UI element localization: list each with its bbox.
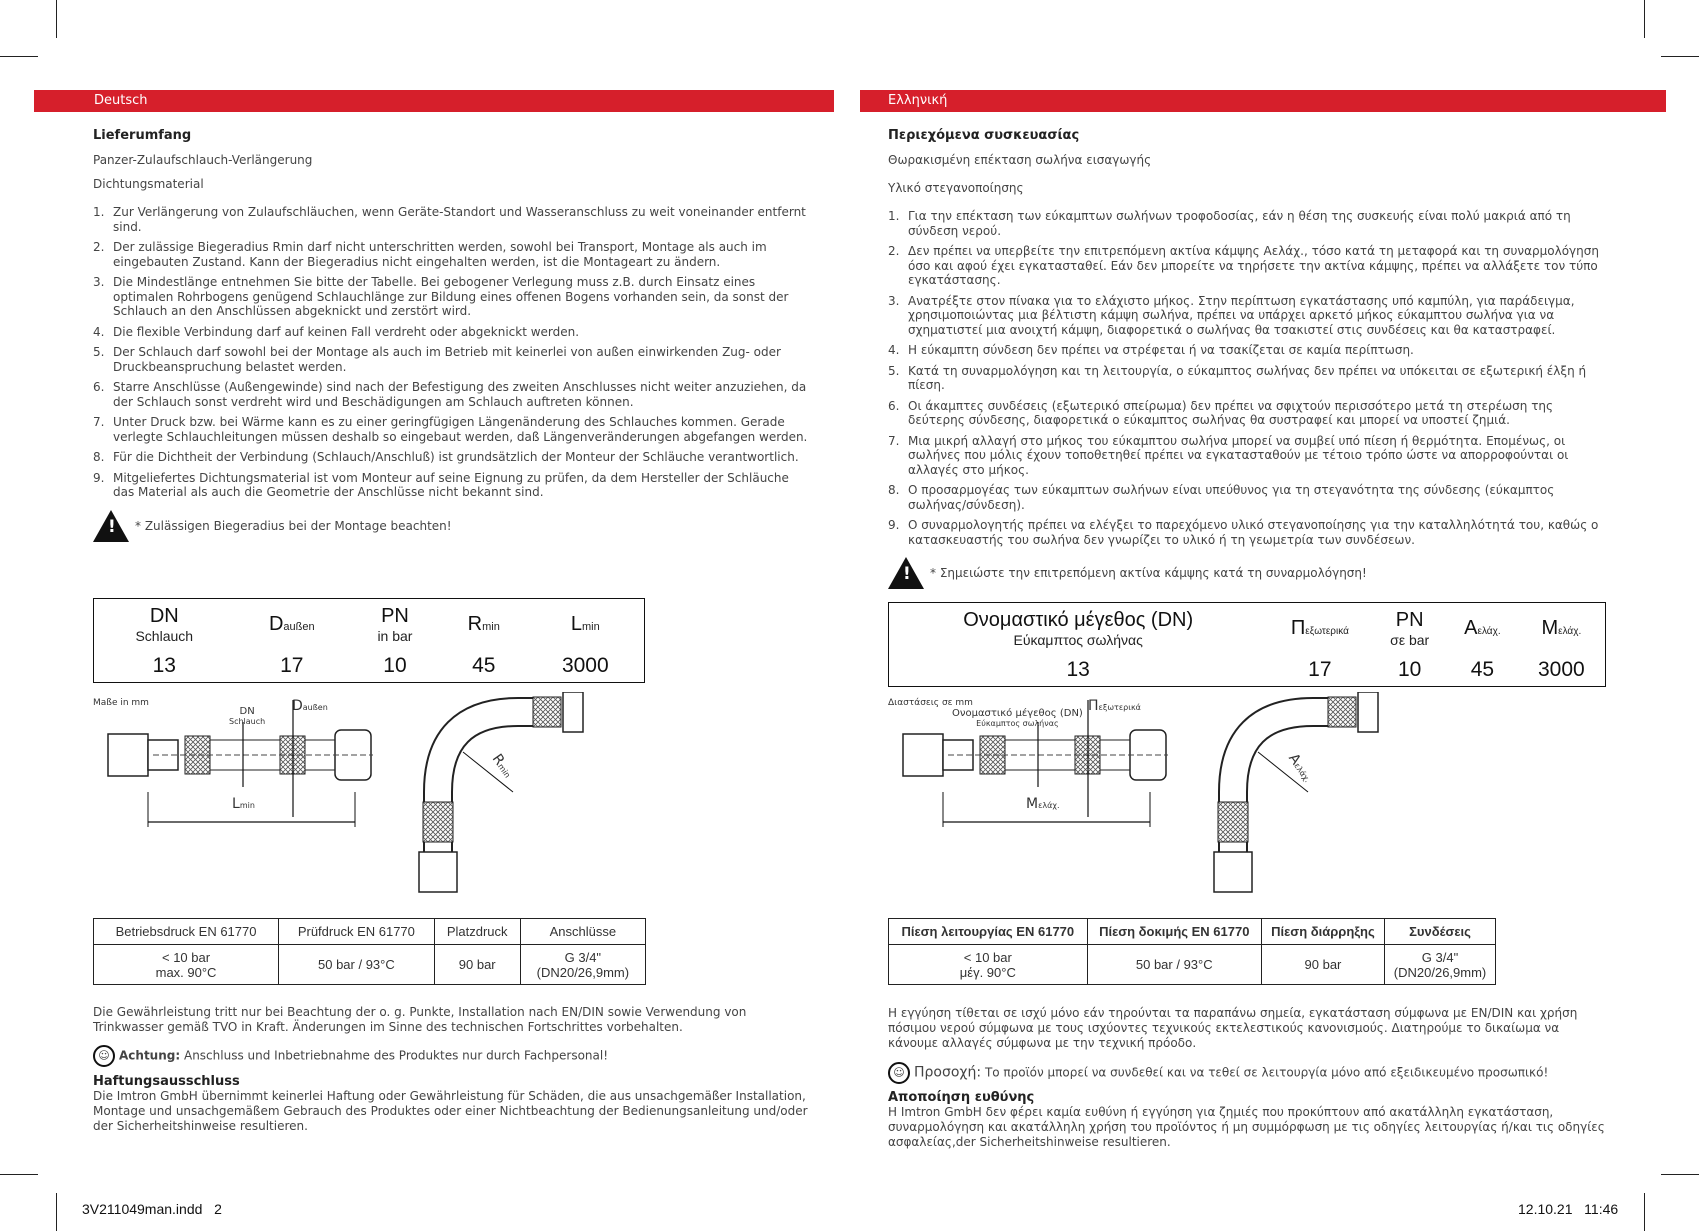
list-item: 7. Unter Druck bzw. bei Wärme kann es zu einer geringfügigen Längenänderung des Schlauches kommen. Gerade verlegte Schlauchleitungen müssen deshalb so eingebaut werden, daß Längenveränderungen abgefangen werden.: [93, 415, 808, 444]
liability-section: [93, 1074, 813, 1134]
scope-item: Panzer-Zulaufschlauch-Verlängerung: [93, 153, 313, 167]
table-cell: < 10 bar μέγ. 90°C: [889, 945, 1088, 985]
list-item: 4. Η εύκαμπτη σύνδεση δεν πρέπει να στρέφεται ή να τσακίζεται σε καμία περίπτωση.: [888, 343, 1414, 357]
dims-label: Διαστάσεις σε mm: [888, 698, 973, 708]
footer-timestamp: 12.10.21 11:46: [1518, 1201, 1619, 1217]
attention-note: [888, 1062, 1608, 1084]
diagram-l-sub: ελάχ.: [1038, 801, 1060, 810]
pressure-table: [888, 918, 1496, 985]
attention-label: Προσοχή:: [914, 1064, 982, 1081]
guarantee-text: Η εγγύηση τίθεται σε ισχύ μόνο εάν τηρούνται τα παραπάνω σημεία, εγκατάσταση σύμφωνα με EN/DIN και χρήση πόσιμου νερού σύμφωνα με τους ισχύοντες τεχνικούς εκτελεστικούς κανονισμούς. Διατηρούμε το δικαίωμα να κάνουμε αλλαγές σύμφωνα με την τεχνική πρόοδο.: [888, 1006, 1578, 1050]
dims-label: Maße in mm: [93, 698, 149, 708]
spec-subtitle: Εύκαμπτος σωλήνας: [1013, 631, 1143, 648]
table-header: Betriebsdruck EN 61770: [94, 919, 279, 945]
pressure-table: [93, 918, 646, 985]
language-label: Deutsch: [94, 93, 148, 108]
spec-value: 3000: [561, 653, 609, 677]
hose-diagram: [93, 692, 693, 912]
table-header: Prüfdruck EN 61770: [279, 919, 435, 945]
diagram-r-symbol: R: [488, 751, 508, 769]
spec-value: 17: [280, 653, 304, 677]
list-item: 5. Der Schlauch darf sowohl bei der Montage als auch im Betrieb mit keinerlei von außen einwirkenden Zug- oder Druckbeanspruchung belastet werden.: [93, 345, 781, 374]
warning-text: * Σημειώστε την επιτρεπόμενη ακτίνα κάμψης κατά τη συναρμολόγηση!: [930, 566, 1367, 580]
diagram-l-symbol: Μ: [1026, 796, 1039, 812]
diagram-label-d: [1088, 698, 1141, 714]
spec-subscript: außen: [283, 620, 315, 633]
list-item: 5. Κατά τη συναρμολόγηση και τη λειτουργία, ο εύκαμπτος σωλήνας δεν πρέπει να υπόκειται σε εξωτερική έλξη ή πίεση.: [888, 363, 1587, 392]
spec-symbol: R: [467, 612, 483, 635]
crop-mark: [1644, 0, 1645, 38]
diagram-d-symbol: D: [292, 698, 303, 714]
spec-table: [888, 602, 1606, 687]
attention-note: [93, 1045, 813, 1067]
list-item: 2. Der zulässige Biegeradius Rmin darf nicht unterschritten werden, sowohl bei Transport, Montage als auch im eingebauten Zustand. Kann der Biegeradius nicht eingehalten werden, ist die Montageart zu ändern.: [93, 240, 767, 269]
spec-symbol: Μ: [1541, 616, 1559, 639]
spec-value: 13: [1066, 657, 1090, 681]
instruction-list: [888, 209, 1608, 547]
spec-symbol: Π: [1290, 616, 1306, 639]
spec-subscript: εξωτερικά: [1305, 625, 1349, 637]
liability-section: [888, 1090, 1608, 1150]
technician-icon: ☺: [888, 1062, 910, 1084]
diagram-l-sub: min: [239, 801, 255, 810]
liability-title: Haftungsausschluss: [93, 1074, 240, 1089]
list-item: 8. Für die Dichtheit der Verbindung (Schlauch/Anschluß) ist grundsätzlich der Monteur der Schläuche verantwortlich.: [93, 450, 799, 464]
scope-item: Υλικό στεγανοποίησης: [888, 181, 1024, 195]
list-item: 8. Ο προσαρμογέας των εύκαμπτων σωλήνων είναι υπεύθυνος για τη στεγανότητα της σύνδεσης (εύκαμπτος σωλήνας/σύνδεση).: [888, 483, 1555, 512]
spec-symbol: Α: [1464, 616, 1478, 639]
table-cell: G 3/4" (DN20/26,9mm): [520, 945, 645, 985]
spec-subscript: ελάχ.: [1477, 625, 1501, 637]
diagram-dn-text: Ονομαστικό μέγεθος (DN): [952, 708, 1083, 719]
spec-value: 17: [1308, 657, 1332, 681]
list-item: 4. Die flexible Verbindung darf auf keinen Fall verdreht oder abgeknickt werden.: [93, 324, 580, 339]
liability-text: Die Imtron GmbH übernimmt keinerlei Haftung oder Gewährleistung für Schäden, die aus unsachgemäßer Installation, Montage und unsachgemäßem Gebrauch des Produktes oder einer Nichtbeachtung der Bedienungsanleitung und/oder der Sicherheitshinweise resultieren.: [93, 1089, 808, 1133]
crop-mark: [56, 0, 57, 38]
table-header: Platzdruck: [434, 919, 520, 945]
list-item: 6. Οι άκαμπτες συνδέσεις (εξωτερικό σπείρωμα) δεν πρέπει να σφιχτούν περισσότερο μετά τη στερέωση της δεύτερης σύνδεσης, διαφορετικά ο εύκαμπτος σωλήνας θα συστραφεί και μπορεί να υποστεί ζημιά.: [888, 398, 1554, 427]
crop-mark: [0, 56, 38, 57]
table-cell: 90 bar: [1261, 945, 1384, 985]
list-item: 2. Δεν πρέπει να υπερβείτε την επιτρεπόμενη ακτίνα κάμψης Αελάχ., τόσο κατά τη μεταφορά και τη συναρμολόγηση όσο και αφού έχει εγκατασταθεί. Εάν δεν μπορείτε να τηρήσετε την ακτίνα κάμψης, πρέπει να αλλάξετε τον τύπο εγκατάστασης.: [888, 244, 1599, 287]
spec-value: 10: [1398, 657, 1422, 681]
diagram-label-l: [1026, 796, 1060, 812]
table-header: Πίεση λειτουργίας EN 61770: [889, 919, 1088, 945]
table-header: Πίεση διάρρηξης: [1261, 919, 1384, 945]
spec-value: 13: [152, 653, 176, 677]
spec-subtitle: Schlauch: [135, 627, 194, 644]
table-cell: 50 bar / 93°C: [279, 945, 435, 985]
warning-text: * Zulässigen Biegeradius bei der Montage beachten!: [135, 518, 452, 533]
spec-value: 10: [383, 653, 407, 677]
scope-item: Θωρακισμένη επέκταση σωλήνα εισαγωγής: [888, 153, 1152, 167]
crop-mark: [1661, 56, 1699, 57]
table-header: Anschlüsse: [520, 919, 645, 945]
scope-item: Dichtungsmaterial: [93, 177, 204, 191]
table-cell: 90 bar: [434, 945, 520, 985]
table-cell: G 3/4" (DN20/26,9mm): [1385, 945, 1496, 985]
list-item: 7. Μια μικρή αλλαγή στο μήκος του εύκαμπτου σωλήνα μπορεί να συμβεί υπό πίεση ή θερμότητα. Επομένως, οι σωλήνες που μόλις έχουν τοποθετηθεί πρέπει να εγκατασταθούν με τέτοιο τρόπο ώστε να απορροφούνται οι αλλαγές στο μήκος.: [888, 433, 1569, 477]
diagram-r-symbol: Α: [1285, 750, 1304, 768]
spec-symbol: PN: [1395, 608, 1424, 631]
table-cell: < 10 bar max. 90°C: [94, 945, 279, 985]
spec-subscript: ελάχ.: [1558, 625, 1582, 637]
crop-mark: [1661, 1174, 1699, 1175]
spec-value: 3000: [1538, 657, 1585, 681]
diagram-label-l: [232, 796, 255, 812]
list-item: 9. Mitgeliefertes Dichtungsmaterial ist vom Monteur auf seine Eignung zu prüfen, da dem Hersteller der Schläuche das Material als auch die Geometrie der Anschlüsse nicht bekannt sind.: [93, 470, 789, 499]
diagram-d-symbol: Π: [1088, 698, 1099, 714]
spec-symbol: D: [268, 612, 284, 635]
footer-filename: 3V211049man.indd 2: [82, 1201, 222, 1217]
scope-title: Περιεχόμενα συσκευασίας: [888, 128, 1080, 143]
spec-value: 45: [472, 653, 496, 677]
scope-title: Lieferumfang: [93, 128, 192, 143]
diagram-d-sub: außen: [302, 703, 328, 712]
spec-symbol: L: [570, 612, 582, 635]
diagram-hose-text: Schlauch: [229, 717, 266, 726]
warning-icon: !: [888, 557, 924, 589]
diagram-r-sub: ελάχ.: [1292, 761, 1312, 785]
language-bar-greek: [860, 90, 1666, 112]
table-header: Πίεση δοκιμής EN 61770: [1087, 919, 1261, 945]
list-item: 1. Zur Verlängerung von Zulaufschläuchen, wenn Geräte-Standort und Wasseranschluss zu weit voneinander entfernt sind.: [93, 205, 806, 234]
spec-symbol: Ονομαστικό μέγεθος (DN): [963, 608, 1194, 631]
attention-text: Anschluss und Inbetriebnahme des Produktes nur durch Fachpersonal!: [183, 1048, 609, 1063]
crop-mark: [1644, 1193, 1645, 1231]
diagram-r-sub: min: [495, 762, 512, 780]
spec-subscript: min: [482, 620, 500, 633]
diagram-label-dn: [229, 706, 265, 726]
attention-text: Το προϊόν μπορεί να συνδεθεί και να τεθεί σε λειτουργία μόνο από εξειδικευμένο προσωπικό!: [984, 1065, 1549, 1080]
guarantee-text: Die Gewährleistung tritt nur bei Beachtung der o. g. Punkte, Installation nach EN/DIN sowie Verwendung von Trinkwasser gemäß TVO in Kraft. Änderungen im Sinne des technischen Fortschrittes vorbehalten.: [93, 1005, 747, 1034]
greek-column: [888, 128, 1608, 589]
spec-subscript: min: [582, 620, 600, 633]
diagram-l-symbol: L: [232, 796, 240, 812]
technician-icon: ☺: [93, 1045, 115, 1067]
list-item: 3. Ανατρέξτε στον πίνακα για το ελάχιστο μήκος. Στην περίπτωση εγκατάστασης υπό καμπύλη, για παράδειγμα, χρησιμοποιώντας μια βέλτιστη κάμψη σωλήνα, πρέπει να υπάρχει αρκετό μήκος εύκαμπτου σωλήνα για να σχηματιστεί μια ανοιχτή κάμψη, διαφορετικά ο σωλήνας θα τσακιστεί στις συνδέσεις και θα καταστραφεί.: [888, 293, 1575, 337]
diagram-label-dn: [952, 708, 1083, 728]
warning-note: [93, 510, 813, 542]
diagram-d-sub: εξωτερικά: [1098, 703, 1141, 712]
list-item: 6. Starre Anschlüsse (Außengewinde) sind nach der Befestigung des zweiten Anschlusses nicht weiter anzuziehen, da der Schlauch sonst verdreht wird und Beschädigungen am Schlauch auftreten können.: [93, 380, 807, 409]
table-header: Συνδέσεις: [1385, 919, 1496, 945]
liability-title: Αποποίηση ευθύνης: [888, 1090, 1035, 1105]
warning-icon: !: [93, 510, 129, 542]
crop-mark: [0, 1174, 38, 1175]
table-cell: 50 bar / 93°C: [1087, 945, 1261, 985]
spec-symbol: DN: [149, 604, 179, 627]
language-label: Ελληνική: [888, 93, 948, 108]
spec-symbol: PN: [381, 604, 409, 627]
list-item: 1. Για την επέκταση των εύκαμπτων σωλήνων τροφοδοσίας, εάν η θέση της συσκευής είναι πολύ μακριά από τη σύνδεση νερού.: [888, 209, 1571, 238]
crop-mark: [56, 1193, 57, 1231]
spec-value: 45: [1470, 657, 1495, 681]
spec-subtitle: σε bar: [1390, 631, 1430, 648]
diagram-hose-text: Εύκαμπτος σωλήνας: [976, 719, 1059, 728]
liability-text: Η Imtron GmbH δεν φέρει καμία ευθύνη ή εγγύηση για ζημιές που προκύπτουν από ακατάλληλη εγκατάσταση, συναρμολόγηση και ακατάλληλη χρήση του προϊόντος ή μη συμμόρφωση με τις οδηγίες λειτουργίας ή/και τις οδηγίες ασφαλείας,der Sicherheitshinweise resultieren.: [888, 1105, 1605, 1149]
language-bar-german: [34, 90, 834, 112]
spec-table: [93, 598, 645, 683]
spec-subtitle: in bar: [377, 627, 413, 644]
warning-note: [888, 557, 1608, 589]
diagram-label-d: [292, 698, 328, 714]
german-column: [93, 128, 813, 542]
list-item: 3. Die Mindestlänge entnehmen Sie bitte der Tabelle. Bei gebogener Verlegung muss z.B. durch Einsatz eines optimalen Rohrbogens genügend Schlauchlänge zur Bildung eines offenen Bogens vorhanden sein, da sonst der Schlauch an den Anschlüssen abgeknickt und zerstört wird.: [93, 275, 789, 318]
diagram-dn-text: DN: [239, 706, 255, 717]
attention-label: Achtung:: [119, 1048, 181, 1063]
list-item: 9. Ο συναρμολογητής πρέπει να ελέγξει το παρεχόμενο υλικό στεγανοποίησης για την καταλληλότητά του, καθώς ο κατασκευαστής του σωλήνα δεν γνωρίζει το υλικό ή τη γεωμετρία των συνδέσεων.: [888, 518, 1599, 547]
instruction-list: [93, 205, 813, 500]
